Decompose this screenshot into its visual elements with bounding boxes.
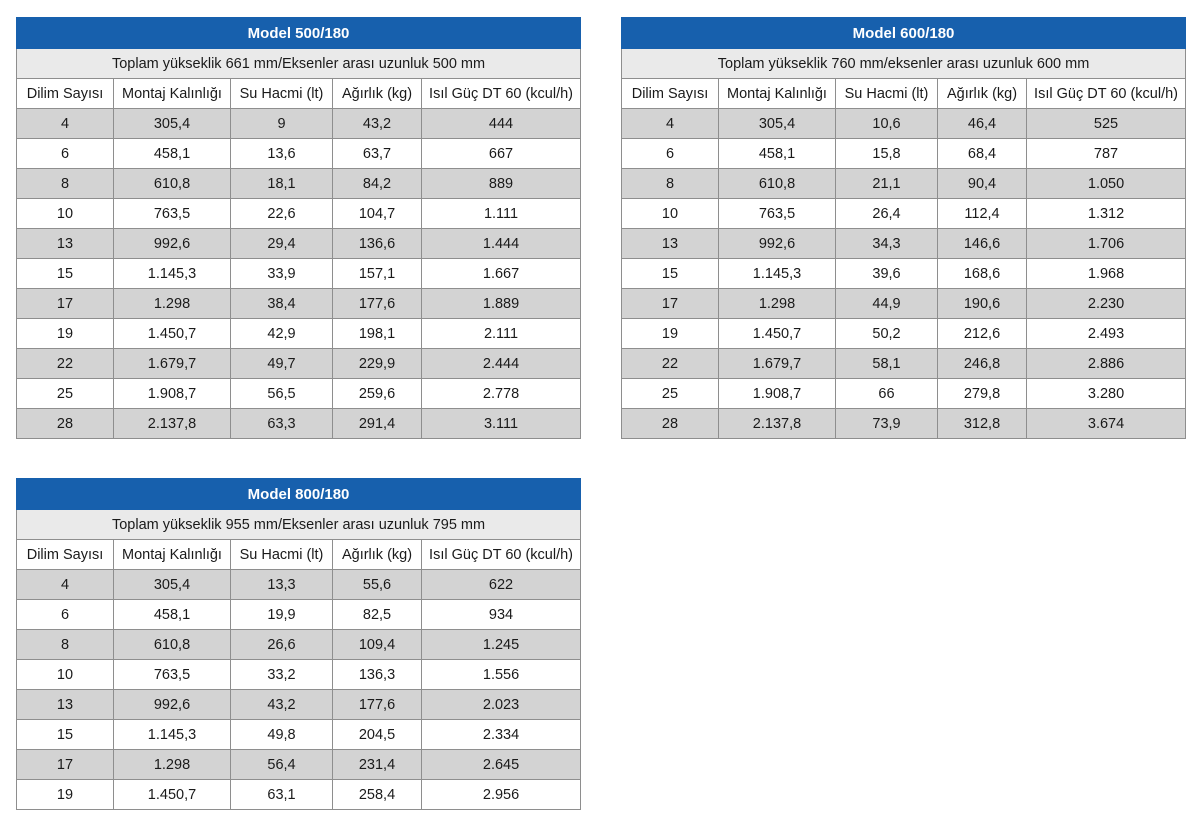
cell-montaj-kalinligi: 1.145,3: [114, 720, 231, 750]
cell-agirlik: 291,4: [333, 409, 422, 439]
model-800-table: [16, 478, 581, 810]
table-row: [622, 409, 1186, 439]
cell-isil-guc: 1.968: [1027, 259, 1186, 289]
cell-montaj-kalinligi: 1.298: [719, 289, 836, 319]
cell-isil-guc: 2.111: [422, 319, 581, 349]
cell-isil-guc: 2.444: [422, 349, 581, 379]
cell-isil-guc: 667: [422, 139, 581, 169]
table-title: Model 800/180: [17, 479, 581, 510]
cell-su-hacmi: 34,3: [836, 229, 938, 259]
table-row: [17, 780, 581, 810]
cell-agirlik: 259,6: [333, 379, 422, 409]
cell-isil-guc: 1.444: [422, 229, 581, 259]
cell-montaj-kalinligi: 1.298: [114, 750, 231, 780]
cell-isil-guc: 1.245: [422, 630, 581, 660]
cell-montaj-kalinligi: 305,4: [114, 570, 231, 600]
cell-montaj-kalinligi: 305,4: [719, 109, 836, 139]
cell-montaj-kalinligi: 763,5: [114, 660, 231, 690]
table-row: [17, 660, 581, 690]
cell-isil-guc: 2.778: [422, 379, 581, 409]
cell-dilim-sayisi: 4: [622, 109, 719, 139]
cell-dilim-sayisi: 19: [17, 780, 114, 810]
column-header-su-hacmi: Su Hacmi (lt): [231, 540, 333, 570]
cell-dilim-sayisi: 22: [622, 349, 719, 379]
column-header-row: [17, 79, 581, 109]
column-header-montaj-kalinligi: Montaj Kalınlığı: [114, 540, 231, 570]
table-row: [622, 289, 1186, 319]
table-row: [622, 229, 1186, 259]
table-row: [622, 319, 1186, 349]
cell-dilim-sayisi: 10: [622, 199, 719, 229]
table-row: [17, 379, 581, 409]
cell-agirlik: 258,4: [333, 780, 422, 810]
cell-isil-guc: 622: [422, 570, 581, 600]
cell-dilim-sayisi: 6: [622, 139, 719, 169]
cell-su-hacmi: 19,9: [231, 600, 333, 630]
cell-dilim-sayisi: 13: [622, 229, 719, 259]
cell-su-hacmi: 50,2: [836, 319, 938, 349]
cell-montaj-kalinligi: 1.145,3: [719, 259, 836, 289]
table-row: [17, 750, 581, 780]
table-row: [622, 139, 1186, 169]
cell-dilim-sayisi: 17: [17, 750, 114, 780]
cell-montaj-kalinligi: 2.137,8: [719, 409, 836, 439]
cell-agirlik: 204,5: [333, 720, 422, 750]
cell-montaj-kalinligi: 1.298: [114, 289, 231, 319]
cell-su-hacmi: 33,2: [231, 660, 333, 690]
cell-agirlik: 246,8: [938, 349, 1027, 379]
cell-isil-guc: 1.312: [1027, 199, 1186, 229]
cell-montaj-kalinligi: 1.450,7: [114, 780, 231, 810]
cell-agirlik: 84,2: [333, 169, 422, 199]
cell-su-hacmi: 26,4: [836, 199, 938, 229]
cell-agirlik: 90,4: [938, 169, 1027, 199]
cell-isil-guc: 2.334: [422, 720, 581, 750]
cell-agirlik: 82,5: [333, 600, 422, 630]
cell-isil-guc: 2.230: [1027, 289, 1186, 319]
cell-agirlik: 146,6: [938, 229, 1027, 259]
column-header-row: [17, 540, 581, 570]
cell-dilim-sayisi: 6: [17, 600, 114, 630]
cell-dilim-sayisi: 8: [622, 169, 719, 199]
column-header-agirlik: Ağırlık (kg): [938, 79, 1027, 109]
table-row: [622, 109, 1186, 139]
cell-isil-guc: 2.956: [422, 780, 581, 810]
cell-agirlik: 136,3: [333, 660, 422, 690]
table-row: [622, 169, 1186, 199]
table-row: [622, 199, 1186, 229]
cell-su-hacmi: 42,9: [231, 319, 333, 349]
cell-dilim-sayisi: 25: [622, 379, 719, 409]
table-row: [17, 199, 581, 229]
cell-su-hacmi: 10,6: [836, 109, 938, 139]
column-header-row: [622, 79, 1186, 109]
cell-isil-guc: 1.050: [1027, 169, 1186, 199]
cell-montaj-kalinligi: 1.450,7: [719, 319, 836, 349]
table-row: [622, 349, 1186, 379]
cell-agirlik: 177,6: [333, 690, 422, 720]
cell-su-hacmi: 44,9: [836, 289, 938, 319]
cell-montaj-kalinligi: 458,1: [719, 139, 836, 169]
cell-montaj-kalinligi: 610,8: [719, 169, 836, 199]
cell-montaj-kalinligi: 992,6: [719, 229, 836, 259]
cell-agirlik: 112,4: [938, 199, 1027, 229]
cell-dilim-sayisi: 28: [17, 409, 114, 439]
cell-dilim-sayisi: 17: [17, 289, 114, 319]
column-header-agirlik: Ağırlık (kg): [333, 540, 422, 570]
column-header-isil-guc: Isıl Güç DT 60 (kcul/h): [422, 540, 581, 570]
cell-agirlik: 46,4: [938, 109, 1027, 139]
cell-montaj-kalinligi: 992,6: [114, 229, 231, 259]
cell-su-hacmi: 33,9: [231, 259, 333, 289]
cell-dilim-sayisi: 4: [17, 570, 114, 600]
cell-dilim-sayisi: 19: [622, 319, 719, 349]
cell-su-hacmi: 73,9: [836, 409, 938, 439]
column-header-dilim-sayisi: Dilim Sayısı: [17, 540, 114, 570]
cell-su-hacmi: 29,4: [231, 229, 333, 259]
table-row: [17, 349, 581, 379]
cell-isil-guc: 444: [422, 109, 581, 139]
cell-dilim-sayisi: 22: [17, 349, 114, 379]
table-subtitle: Toplam yükseklik 661 mm/Eksenler arası uzunluk 500 mm: [17, 49, 581, 79]
cell-isil-guc: 1.111: [422, 199, 581, 229]
cell-dilim-sayisi: 15: [17, 720, 114, 750]
cell-agirlik: 190,6: [938, 289, 1027, 319]
table-row: [17, 600, 581, 630]
cell-su-hacmi: 63,1: [231, 780, 333, 810]
cell-isil-guc: 1.889: [422, 289, 581, 319]
cell-su-hacmi: 66: [836, 379, 938, 409]
model-500-table: [16, 17, 581, 439]
column-header-montaj-kalinligi: Montaj Kalınlığı: [114, 79, 231, 109]
table-row: [17, 289, 581, 319]
table-subtitle: Toplam yükseklik 760 mm/eksenler arası uzunluk 600 mm: [622, 49, 1186, 79]
cell-agirlik: 177,6: [333, 289, 422, 319]
cell-agirlik: 212,6: [938, 319, 1027, 349]
cell-agirlik: 198,1: [333, 319, 422, 349]
cell-agirlik: 43,2: [333, 109, 422, 139]
cell-dilim-sayisi: 13: [17, 690, 114, 720]
cell-su-hacmi: 21,1: [836, 169, 938, 199]
column-header-dilim-sayisi: Dilim Sayısı: [17, 79, 114, 109]
cell-agirlik: 63,7: [333, 139, 422, 169]
cell-su-hacmi: 39,6: [836, 259, 938, 289]
cell-montaj-kalinligi: 763,5: [719, 199, 836, 229]
cell-isil-guc: 889: [422, 169, 581, 199]
model-600-table: [621, 17, 1186, 439]
cell-isil-guc: 3.674: [1027, 409, 1186, 439]
cell-agirlik: 55,6: [333, 570, 422, 600]
cell-su-hacmi: 58,1: [836, 349, 938, 379]
table-row: [17, 259, 581, 289]
cell-isil-guc: 3.280: [1027, 379, 1186, 409]
cell-su-hacmi: 15,8: [836, 139, 938, 169]
cell-dilim-sayisi: 4: [17, 109, 114, 139]
table-title: Model 500/180: [17, 18, 581, 49]
cell-agirlik: 109,4: [333, 630, 422, 660]
cell-montaj-kalinligi: 992,6: [114, 690, 231, 720]
cell-montaj-kalinligi: 1.450,7: [114, 319, 231, 349]
cell-su-hacmi: 26,6: [231, 630, 333, 660]
cell-isil-guc: 3.111: [422, 409, 581, 439]
table-row: [17, 570, 581, 600]
cell-su-hacmi: 49,8: [231, 720, 333, 750]
cell-montaj-kalinligi: 1.679,7: [114, 349, 231, 379]
cell-montaj-kalinligi: 458,1: [114, 600, 231, 630]
cell-su-hacmi: 22,6: [231, 199, 333, 229]
cell-su-hacmi: 56,5: [231, 379, 333, 409]
cell-agirlik: 104,7: [333, 199, 422, 229]
cell-su-hacmi: 18,1: [231, 169, 333, 199]
cell-montaj-kalinligi: 763,5: [114, 199, 231, 229]
cell-isil-guc: 1.667: [422, 259, 581, 289]
table-row: [17, 169, 581, 199]
cell-isil-guc: 934: [422, 600, 581, 630]
cell-dilim-sayisi: 25: [17, 379, 114, 409]
cell-dilim-sayisi: 15: [622, 259, 719, 289]
cell-isil-guc: 1.556: [422, 660, 581, 690]
cell-dilim-sayisi: 8: [17, 630, 114, 660]
table-row: [17, 690, 581, 720]
table-row: [17, 319, 581, 349]
cell-montaj-kalinligi: 305,4: [114, 109, 231, 139]
cell-agirlik: 231,4: [333, 750, 422, 780]
cell-su-hacmi: 56,4: [231, 750, 333, 780]
cell-montaj-kalinligi: 610,8: [114, 630, 231, 660]
cell-isil-guc: 2.645: [422, 750, 581, 780]
cell-montaj-kalinligi: 1.908,7: [719, 379, 836, 409]
cell-su-hacmi: 13,6: [231, 139, 333, 169]
table-title: Model 600/180: [622, 18, 1186, 49]
table-row: [17, 139, 581, 169]
column-header-su-hacmi: Su Hacmi (lt): [836, 79, 938, 109]
cell-su-hacmi: 38,4: [231, 289, 333, 319]
cell-agirlik: 68,4: [938, 139, 1027, 169]
table-row: [17, 109, 581, 139]
cell-montaj-kalinligi: 1.679,7: [719, 349, 836, 379]
cell-dilim-sayisi: 19: [17, 319, 114, 349]
cell-agirlik: 229,9: [333, 349, 422, 379]
cell-dilim-sayisi: 8: [17, 169, 114, 199]
cell-montaj-kalinligi: 610,8: [114, 169, 231, 199]
cell-su-hacmi: 63,3: [231, 409, 333, 439]
cell-isil-guc: 2.493: [1027, 319, 1186, 349]
column-header-isil-guc: Isıl Güç DT 60 (kcul/h): [422, 79, 581, 109]
table-row: [17, 720, 581, 750]
table-body: [622, 109, 1186, 439]
column-header-agirlik: Ağırlık (kg): [333, 79, 422, 109]
cell-dilim-sayisi: 10: [17, 199, 114, 229]
table-row: [17, 630, 581, 660]
cell-agirlik: 279,8: [938, 379, 1027, 409]
cell-dilim-sayisi: 13: [17, 229, 114, 259]
column-header-dilim-sayisi: Dilim Sayısı: [622, 79, 719, 109]
cell-dilim-sayisi: 17: [622, 289, 719, 319]
cell-isil-guc: 525: [1027, 109, 1186, 139]
cell-montaj-kalinligi: 458,1: [114, 139, 231, 169]
cell-dilim-sayisi: 28: [622, 409, 719, 439]
cell-isil-guc: 2.023: [422, 690, 581, 720]
cell-agirlik: 136,6: [333, 229, 422, 259]
cell-isil-guc: 1.706: [1027, 229, 1186, 259]
table-row: [17, 409, 581, 439]
cell-montaj-kalinligi: 2.137,8: [114, 409, 231, 439]
cell-agirlik: 168,6: [938, 259, 1027, 289]
table-row: [622, 259, 1186, 289]
cell-dilim-sayisi: 6: [17, 139, 114, 169]
cell-su-hacmi: 9: [231, 109, 333, 139]
table-subtitle: Toplam yükseklik 955 mm/Eksenler arası uzunluk 795 mm: [17, 510, 581, 540]
cell-isil-guc: 787: [1027, 139, 1186, 169]
cell-dilim-sayisi: 10: [17, 660, 114, 690]
cell-su-hacmi: 13,3: [231, 570, 333, 600]
cell-dilim-sayisi: 15: [17, 259, 114, 289]
table-row: [622, 379, 1186, 409]
table-row: [17, 229, 581, 259]
table-body: [17, 570, 581, 810]
cell-montaj-kalinligi: 1.145,3: [114, 259, 231, 289]
cell-isil-guc: 2.886: [1027, 349, 1186, 379]
table-body: [17, 109, 581, 439]
cell-agirlik: 312,8: [938, 409, 1027, 439]
column-header-montaj-kalinligi: Montaj Kalınlığı: [719, 79, 836, 109]
column-header-su-hacmi: Su Hacmi (lt): [231, 79, 333, 109]
cell-su-hacmi: 43,2: [231, 690, 333, 720]
cell-su-hacmi: 49,7: [231, 349, 333, 379]
column-header-isil-guc: Isıl Güç DT 60 (kcul/h): [1027, 79, 1186, 109]
cell-montaj-kalinligi: 1.908,7: [114, 379, 231, 409]
cell-agirlik: 157,1: [333, 259, 422, 289]
